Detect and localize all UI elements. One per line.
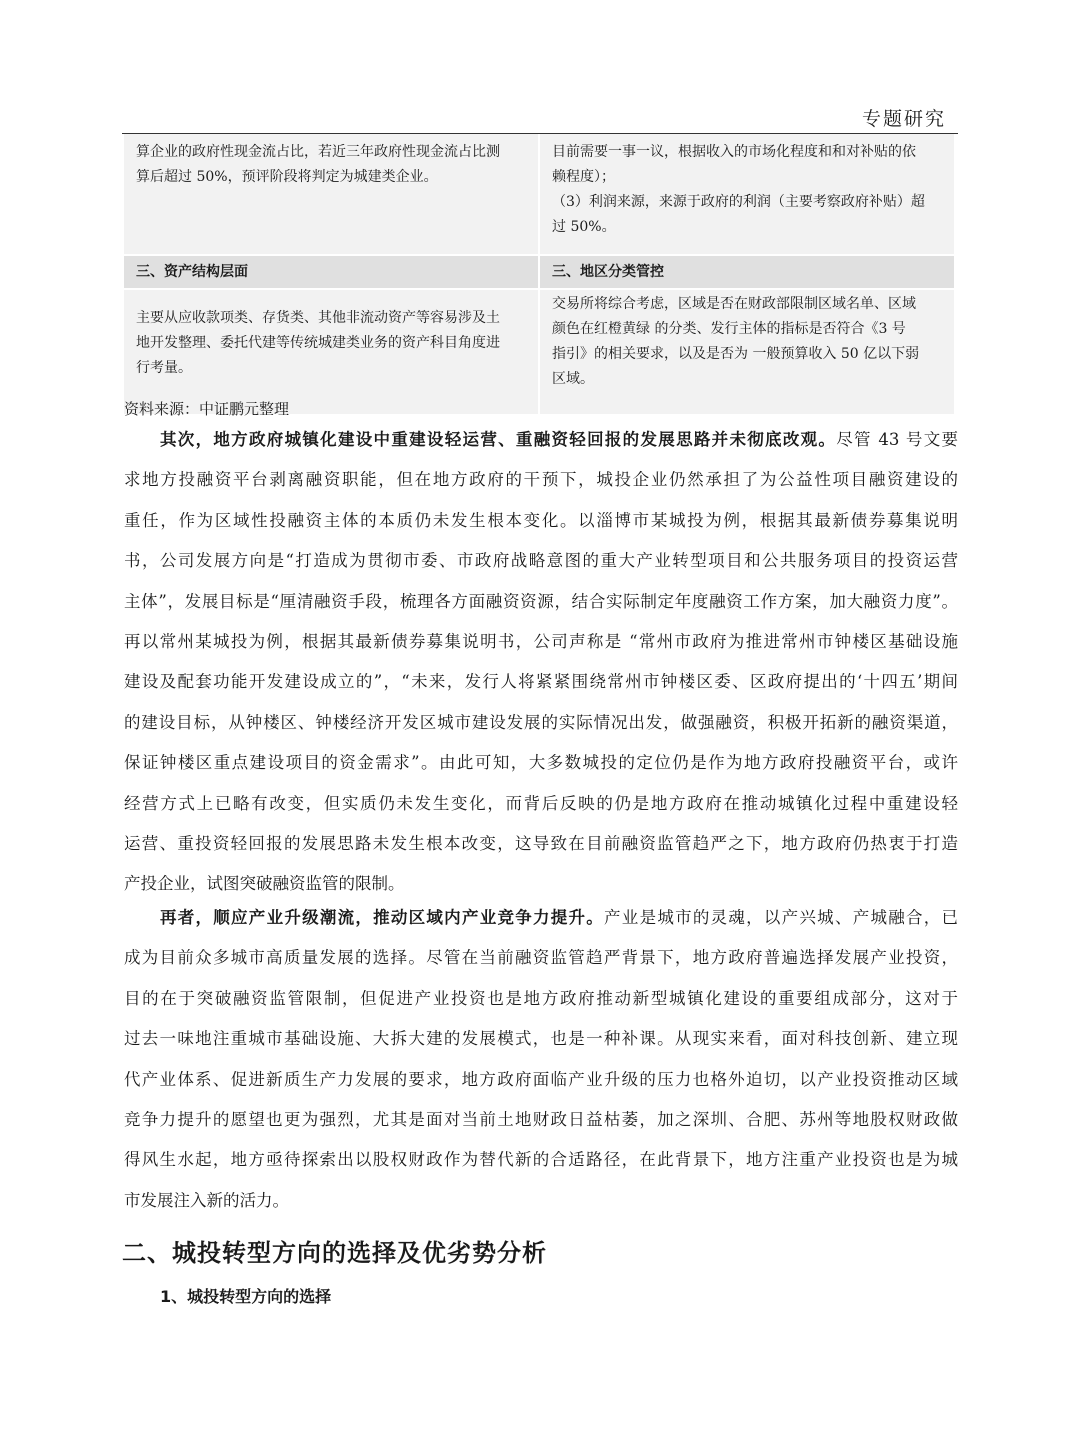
cell-text: 颜色在红橙黄绿 的分类、发行主体的指标是否符合《3 号 — [552, 321, 906, 337]
body-paragraph-2 — [124, 898, 958, 1221]
cell-text: 算后超过 50%，预评阶段将判定为城建类企业。 — [136, 169, 438, 185]
paragraph-line: 求地方投融资平台剥离融资职能，但在地方政府的干预下，城投企业仍然承担了为公益性项目融资建设的 — [124, 470, 958, 490]
table-source-note: 资料来源：中证鹏元整理 — [124, 400, 290, 418]
paragraph-lead-bold: 其次，地方政府城镇化建设中重建设轻运营、重融资轻回报的发展思路并未彻底改观。 — [160, 430, 837, 449]
paragraph-line: 产投企业，试图突破融资监管的限制。 — [124, 874, 405, 894]
paragraph-line: 市发展注入新的活力。 — [124, 1190, 289, 1210]
cell-text: （3）利润来源，来源于政府的利润（主要考察政府补贴）超 — [552, 194, 925, 210]
paragraph-line: 代产业体系、促进新质生产力发展的要求，地方政府面临产业升级的压力也格外迫切，以产业投资推动区域 — [124, 1069, 958, 1089]
subsection-heading: 1、城投转型方向的选择 — [160, 1287, 332, 1306]
paragraph-line — [124, 420, 958, 460]
paragraph-line: 主体”，发展目标是“厘清融资手段，梳理各方面融资资源，结合实际制定年度融资工作方案，加大融资力度”。 — [124, 591, 958, 611]
cell-text: 行考量。 — [136, 360, 192, 376]
table-row — [124, 289, 954, 414]
table-header-left: 三、资产结构层面 — [124, 255, 539, 289]
paragraph-line: 得风生水起，地方亟待探索出以股权财政作为替代新的合适路径，在此背景下，地方注重产业投资也是为城 — [124, 1150, 958, 1170]
cell-text: 过 50%。 — [552, 219, 616, 235]
table-cell-right — [539, 289, 954, 414]
section-heading: 二、城投转型方向的选择及优劣势分析 — [122, 1239, 547, 1267]
paragraph-line: 保证钟楼区重点建设项目的资金需求”。由此可知，大多数城投的定位仍是作为地方政府投融资平台，或许 — [124, 753, 958, 773]
paragraph-text: 尽管 43 号文要 — [836, 430, 958, 449]
paragraph-line: 目的在于突破融资监管限制，但促进产业投资也是地方政府推动新型城镇化建设的重要组成部分，这对于 — [124, 988, 958, 1008]
page-header-title: 专题研究 — [861, 108, 946, 130]
table-header-right: 三、地区分类管控 — [539, 255, 954, 289]
paragraph-line: 建设及配套功能开发建设成立的”，“未来，发行人将紧紧围绕常州市钟楼区委、区政府提出的‘十四五’期间 — [124, 672, 958, 692]
cell-text: 指引》的相关要求，以及是否为 一般预算收入 50 亿以下弱 — [552, 346, 920, 362]
paragraph-line: 成为目前众多城市高质量发展的选择。尽管在当前融资监管趋严背景下，地方政府普遍选择发展产业投资， — [124, 948, 958, 968]
table-cell-left — [124, 134, 539, 255]
paragraph-line: 经营方式上已略有改变，但实质仍未发生变化，而背后反映的仍是地方政府在推动城镇化过程中重建设轻 — [124, 793, 958, 813]
cell-text: 主要从应收款项类、存货类、其他非流动资产等容易涉及土 — [136, 310, 500, 326]
paragraph-line: 运营、重投资轻回报的发展思路未发生根本改变，这导致在目前融资监管趋严之下，地方政府仍热衷于打造 — [124, 833, 958, 853]
table-row — [124, 134, 954, 255]
cell-text: 交易所将综合考虑，区域是否在财政部限制区域名单、区域 — [552, 296, 916, 312]
table-cell-right — [539, 134, 954, 255]
paragraph-line: 再以常州某城投为例，根据其最新债券募集说明书，公司声称是 “常州市政府为推进常州市钟楼区基础设施 — [124, 631, 958, 651]
paragraph-line: 过去一味地注重城市基础设施、大拆大建的发展模式，也是一种补课。从现实来看，面对科技创新、建立现 — [124, 1029, 958, 1049]
paragraph-lead-bold: 再者，顺应产业升级潮流，推动区域内产业竞争力提升。 — [160, 908, 605, 927]
cell-text: 区域。 — [552, 371, 594, 387]
paragraph-line: 书，公司发展方向是“打造成为贯彻市委、市政府战略意图的重大产业转型项目和公共服务项目的投资运营 — [124, 551, 958, 571]
paragraph-line: 竞争力提升的愿望也更为强烈，尤其是面对当前土地财政日益枯萎，加之深圳、合肥、苏州等地股权财政做 — [124, 1109, 958, 1129]
table-header-row — [124, 255, 954, 289]
paragraph-line: 重任，作为区域性投融资主体的本质仍未发生根本变化。以淄博市某城投为例，根据其最新债券募集说明 — [124, 510, 958, 530]
cell-text: 目前需要一事一议，根据收入的市场化程度和和对补贴的依 — [552, 144, 916, 160]
body-paragraph-1 — [124, 420, 958, 905]
comparison-table — [124, 134, 954, 414]
paragraph-text: 产业是城市的灵魂，以产兴城、产城融合，已 — [604, 908, 959, 927]
paragraph-line — [124, 898, 958, 938]
cell-text: 算企业的政府性现金流占比，若近三年政府性现金流占比测 — [136, 144, 500, 160]
cell-text: 地开发整理、委托代建等传统城建类业务的资产科目角度进 — [136, 335, 500, 351]
table-cell-left — [124, 289, 539, 414]
paragraph-line: 的建设目标，从钟楼区、钟楼经济开发区城市建设发展的实际情况出发，做强融资，积极开拓新的融资渠道， — [124, 712, 958, 732]
cell-text: 赖程度）； — [552, 169, 615, 185]
